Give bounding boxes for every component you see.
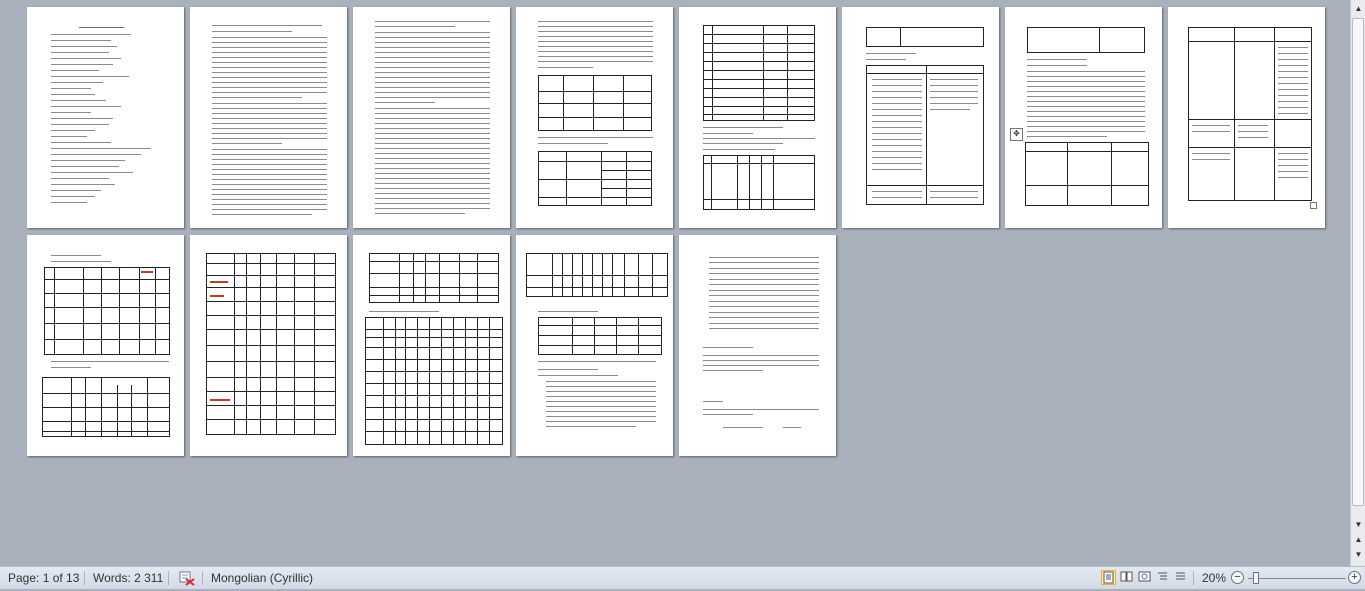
page-thumbnail-13[interactable]: [679, 235, 836, 456]
draft-view-icon[interactable]: [1173, 570, 1188, 585]
page-thumbnail-8[interactable]: [1168, 7, 1325, 228]
zoom-slider-track[interactable]: [1248, 578, 1346, 579]
page-thumbnail-7[interactable]: [1005, 7, 1162, 228]
next-page-icon[interactable]: ▼: [1354, 550, 1363, 559]
zoom-in-icon[interactable]: +: [1348, 571, 1361, 584]
full-screen-reading-view-icon[interactable]: [1119, 570, 1134, 585]
page-thumbnail-9[interactable]: [27, 235, 184, 456]
scroll-up-icon[interactable]: ▲: [1354, 4, 1363, 13]
zoom-level-button[interactable]: 20%: [1201, 571, 1227, 585]
language-indicator[interactable]: Mongolian (Cyrillic): [211, 571, 314, 585]
page-thumbnail-6[interactable]: [842, 7, 999, 228]
previous-page-icon[interactable]: ▲: [1354, 535, 1363, 544]
page-count-indicator[interactable]: Page: 1 of 13: [8, 571, 80, 585]
page-thumbnail-10[interactable]: [190, 235, 347, 456]
zoom-out-icon[interactable]: −: [1231, 571, 1244, 584]
zoom-slider-thumb[interactable]: [1253, 572, 1259, 584]
page-thumbnail-11[interactable]: [353, 235, 510, 456]
page-thumbnail-5[interactable]: [679, 7, 836, 228]
page-thumbnail-1[interactable]: [27, 7, 184, 228]
outline-view-icon[interactable]: [1155, 570, 1170, 585]
table-move-handle-icon[interactable]: ✥: [1010, 128, 1023, 141]
vertical-scrollbar[interactable]: [1350, 0, 1365, 566]
status-bar: [0, 566, 1365, 589]
page-thumbnail-3[interactable]: [353, 7, 510, 228]
word-count-indicator[interactable]: Words: 2 311: [93, 571, 164, 585]
proofing-error-icon[interactable]: [177, 569, 197, 585]
web-layout-view-icon[interactable]: [1137, 570, 1152, 585]
scroll-down-icon[interactable]: ▼: [1354, 520, 1363, 529]
print-layout-view-icon[interactable]: [1101, 570, 1116, 585]
page-thumbnail-2[interactable]: [190, 7, 347, 228]
page-thumbnail-12[interactable]: [516, 235, 673, 456]
scroll-thumb[interactable]: [1352, 18, 1364, 506]
page-thumbnail-4[interactable]: [516, 7, 673, 228]
